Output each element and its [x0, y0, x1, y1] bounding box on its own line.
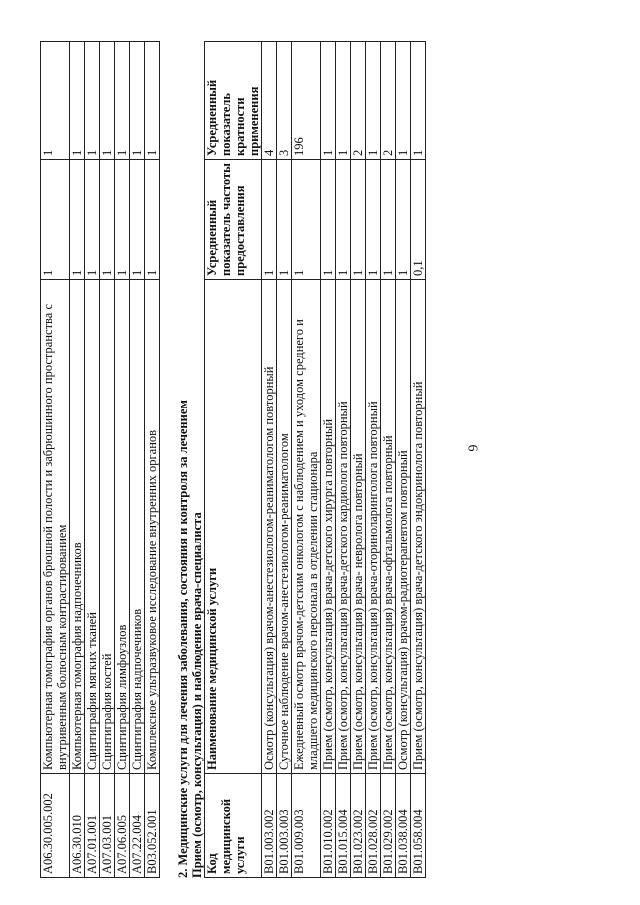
table-row [396, 42, 411, 878]
service-name: Сцинтиграфия мягких тканей [85, 280, 100, 774]
service-name: Компьютерная томография органов брюшной полости и забрюшинного пространства с внутривенным болюсным контрастированием [41, 280, 70, 774]
table-header-row [205, 42, 262, 878]
multiplicity-value: 2 [381, 42, 396, 160]
service-code: B01.058.004 [411, 774, 426, 878]
header-code: Код медицинской услуги [205, 774, 262, 878]
table-row [292, 42, 321, 878]
service-name: Прием (осмотр, консультация) врача-офтальмолога повторный [381, 280, 396, 774]
multiplicity-value: 1 [85, 42, 100, 160]
table-row [366, 42, 381, 878]
multiplicity-value: 1 [130, 42, 145, 160]
frequency-value: 1 [130, 160, 145, 280]
service-name: Прием (осмотр, консультация) врача-оториноларинголога повторный [366, 280, 381, 774]
multiplicity-value: 1 [366, 42, 381, 160]
frequency-value: 1 [100, 160, 115, 280]
service-name: Прием (осмотр, консультация) врача- невролога повторный [351, 280, 366, 774]
frequency-value: 1 [145, 160, 160, 280]
table-row [145, 42, 160, 878]
table-row [381, 42, 396, 878]
table-row [336, 42, 351, 878]
multiplicity-value: 3 [277, 42, 292, 160]
service-name: Сцинтиграфия костей [100, 280, 115, 774]
multiplicity-value: 1 [145, 42, 160, 160]
frequency-value: 1 [396, 160, 411, 280]
frequency-value: 1 [366, 160, 381, 280]
frequency-value: 1 [115, 160, 130, 280]
rotated-page-content [40, 28, 630, 878]
table-row [351, 42, 366, 878]
service-code: A07.01.001 [85, 774, 100, 878]
table-row [41, 42, 70, 878]
table-row [100, 42, 115, 878]
frequency-value: 0,1 [411, 160, 426, 280]
section-title: 2. Медицинские услуги для лечения заболевания, состояния и контроля за лечением [176, 400, 190, 878]
service-name: Сцинтиграфия надпочечников [130, 280, 145, 774]
multiplicity-value: 1 [70, 42, 85, 160]
service-code: B01.029.002 [381, 774, 396, 878]
frequency-value: 1 [262, 160, 277, 280]
table-row [277, 42, 292, 878]
service-code: B01.015.004 [336, 774, 351, 878]
frequency-value: 1 [277, 160, 292, 280]
service-code: A07.03.001 [100, 774, 115, 878]
subsection-title: Прием (осмотр, консультация) и наблюдение врача-специалиста [190, 512, 204, 878]
multiplicity-value: 1 [321, 42, 336, 160]
service-code: B01.003.002 [262, 774, 277, 878]
header-multiplicity: Усредненный показатель кратности применения [205, 42, 262, 160]
service-name: Прием (осмотр, консультация) врача-детского хирурга повторный [321, 280, 336, 774]
multiplicity-value: 1 [100, 42, 115, 160]
service-code: B01.028.002 [366, 774, 381, 878]
service-name: Осмотр (консультация) врачом-радиотерапевтом повторный [396, 280, 411, 774]
multiplicity-value: 4 [262, 42, 277, 160]
multiplicity-value: 2 [351, 42, 366, 160]
header-name: Наименование медицинской услуги [205, 280, 262, 774]
table-row [85, 42, 100, 878]
service-code: B01.003.003 [277, 774, 292, 878]
multiplicity-value: 1 [115, 42, 130, 160]
service-code: B01.023.002 [351, 774, 366, 878]
header-frequency: Усредненный показатель частоты предоставления [205, 160, 262, 280]
service-name: Сцинтиграфия лимфоузлов [115, 280, 130, 774]
service-name: Осмотр (консультация) врачом-анестезиологом-реаниматологом повторный [262, 280, 277, 774]
service-code: A07.06.005 [115, 774, 130, 878]
service-name: Прием (осмотр, консультация) врача-детского кардиолога повторный [336, 280, 351, 774]
frequency-value: 1 [85, 160, 100, 280]
table-row [130, 42, 145, 878]
service-code: B03.052.001 [145, 774, 160, 878]
page-number: 6 [464, 444, 480, 452]
multiplicity-value: 196 [292, 42, 321, 160]
frequency-value: 1 [336, 160, 351, 280]
services-table-specialist [204, 41, 426, 878]
frequency-value: 1 [321, 160, 336, 280]
service-name: Прием (осмотр, консультация) врача-детского эндокринолога повторный [411, 280, 426, 774]
service-code: B01.038.004 [396, 774, 411, 878]
service-name: Суточное наблюдение врачом-анестезиологом-реаниматологом [277, 280, 292, 774]
service-name: Компьютерная томография надпочечников [70, 280, 85, 774]
multiplicity-value: 1 [411, 42, 426, 160]
service-code: B01.010.002 [321, 774, 336, 878]
service-name: Ежедневный осмотр врачом-детским онкологом с наблюдением и уходом среднего и младшего медицинского персонала в отделении стационара [292, 280, 321, 774]
service-code: A06.30.010 [70, 774, 85, 878]
service-code: A06.30.005.002 [41, 774, 70, 878]
frequency-value: 1 [381, 160, 396, 280]
table-row [115, 42, 130, 878]
frequency-value: 1 [70, 160, 85, 280]
service-code: B01.009.003 [292, 774, 321, 878]
services-table-diagnostics [40, 41, 160, 878]
frequency-value: 1 [41, 160, 70, 280]
table-row [262, 42, 277, 878]
service-code: A07.22.004 [130, 774, 145, 878]
frequency-value: 1 [292, 160, 321, 280]
table-row [411, 42, 426, 878]
frequency-value: 1 [351, 160, 366, 280]
table-row [321, 42, 336, 878]
multiplicity-value: 1 [396, 42, 411, 160]
multiplicity-value: 1 [41, 42, 70, 160]
multiplicity-value: 1 [336, 42, 351, 160]
service-name: Комплексное ультразвуковое исследование внутренних органов [145, 280, 160, 774]
table-row [70, 42, 85, 878]
